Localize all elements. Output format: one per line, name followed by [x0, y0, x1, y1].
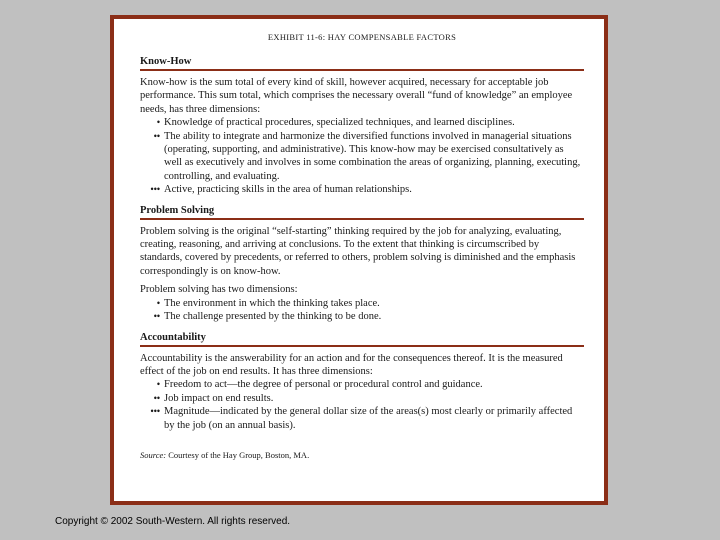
- source-text: Courtesy of the Hay Group, Boston, MA.: [168, 449, 310, 460]
- list-item: [140, 405, 584, 432]
- list-item: [140, 183, 584, 196]
- list-item-text: The ability to integrate and harmonize the diversified functions involved in managerial situations (operating, supporting, and administrative). This know-how may be exercised consultatively as well as executively and involves in some combination the areas of organizing, planning, executing, controlling, and evaluating.: [164, 130, 581, 182]
- copyright-notice: Copyright © 2002 South-Western. All rights reserved.: [55, 516, 291, 527]
- list-item-text: The environment in which the thinking takes place.: [164, 297, 380, 309]
- bullet-mark: ••: [153, 392, 160, 403]
- know-how-points: [140, 116, 584, 196]
- bullet-mark: •••: [150, 406, 160, 417]
- list-item-text: Active, practicing skills in the area of human relationships.: [164, 184, 412, 196]
- bullet-mark: ••: [153, 130, 160, 141]
- source-note: [140, 450, 584, 460]
- exhibit-title: EXHIBIT 11-6: HAY COMPENSABLE FACTORS: [267, 32, 457, 42]
- list-item: [140, 392, 584, 405]
- problem-solving-intro-2: Problem solving has two dimensions:: [140, 284, 298, 296]
- bullet-mark: •: [156, 117, 160, 128]
- list-item-text: Job impact on end results.: [164, 392, 274, 404]
- section-heading-accountability: Accountability: [140, 332, 584, 347]
- bullet-mark: •: [156, 297, 160, 308]
- problem-solving-points: [140, 297, 584, 324]
- list-item: [140, 116, 584, 129]
- source-label: Source:: [140, 449, 167, 460]
- problem-solving-intro: Problem solving is the original “self-starting” thinking required by the job for analyzing, evaluating, creating, reasoning, and arriving at conclusions. To the extent that thinking is circumscribed by standards, covered by precedents, or referred to others, problem solving is diminished and the emphasis correspondingly is on know-how.: [140, 225, 576, 277]
- list-item: [140, 130, 584, 184]
- bullet-mark: •••: [150, 184, 160, 195]
- bullet-mark: •: [156, 379, 160, 390]
- list-item-text: Freedom to act—the degree of personal or procedural control and guidance.: [164, 379, 483, 391]
- know-how-intro: Know-how is the sum total of every kind of skill, however acquired, necessary for acceptable job performance. This sum total, which comprises the necessary overall “fund of knowledge” an employee needs, has three dimensions:: [140, 77, 573, 115]
- exhibit-document: [110, 15, 608, 505]
- section-heading-problem-solving: Problem Solving: [140, 205, 584, 220]
- accountability-points: [140, 378, 584, 432]
- list-item: [140, 297, 584, 310]
- list-item-text: The challenge presented by the thinking to be done.: [164, 311, 382, 323]
- list-item-text: Knowledge of practical procedures, specialized techniques, and learned disciplines.: [164, 117, 515, 129]
- bullet-mark: ••: [153, 311, 160, 322]
- list-item: [140, 378, 584, 391]
- exhibit-content: [140, 32, 584, 460]
- section-know-how: [140, 56, 584, 197]
- list-item: [140, 310, 584, 323]
- section-problem-solving: [140, 205, 584, 324]
- section-heading-know-how: Know-How: [140, 56, 584, 71]
- list-item-text: Magnitude—indicated by the general dollar size of the areas(s) most clearly or primarily affected by the job (on an annual basis).: [164, 406, 573, 431]
- accountability-intro: Accountability is the answerability for an action and for the consequences thereof. It is the measured effect of the job on end results. It has three dimensions:: [140, 352, 563, 377]
- section-accountability: [140, 332, 584, 432]
